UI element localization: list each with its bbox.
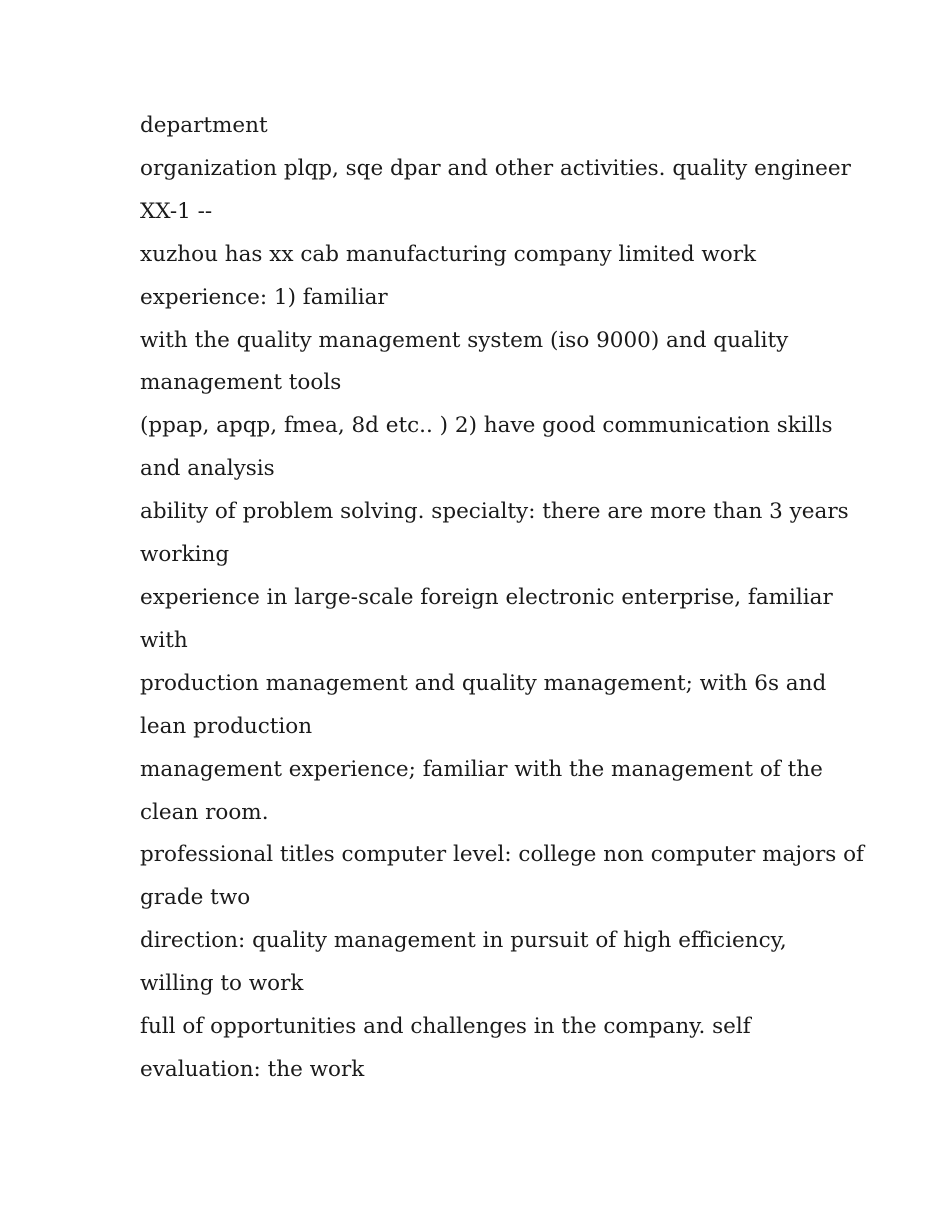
text-line: evaluation: the work (140, 1056, 365, 1082)
text-line: direction: quality management in pursuit of high efficiency, (140, 928, 787, 954)
text-line: organization plqp, sqe dpar and other activities. quality engineer (140, 155, 851, 181)
text-line: experience: 1) familiar (140, 284, 388, 310)
document-body (140, 105, 865, 1092)
text-line: ability of problem solving. specialty: there are more than 3 years (140, 499, 849, 525)
text-line: with (140, 627, 188, 653)
text-line: lean production (140, 713, 313, 739)
text-line: with the quality management system (iso 9000) and quality (140, 327, 789, 353)
text-line: full of opportunities and challenges in the company. self (140, 1014, 751, 1040)
text-line: XX-1 -- (140, 198, 213, 224)
text-line: management experience; familiar with the management of the (140, 756, 823, 782)
text-line: clean room. (140, 799, 269, 825)
text-line: management tools (140, 370, 342, 396)
text-line: (ppap, apqp, fmea, 8d etc.. ) 2) have good communication skills (140, 413, 833, 439)
text-line: xuzhou has xx cab manufacturing company limited work (140, 241, 757, 267)
text-line: grade two (140, 885, 251, 911)
text-line: working (140, 542, 230, 568)
text-line: and analysis (140, 456, 275, 482)
text-line: professional titles computer level: college non computer majors of (140, 842, 865, 868)
text-line: department (140, 113, 268, 138)
text-line: experience in large-scale foreign electronic enterprise, familiar (140, 584, 833, 610)
text-line: willing to work (140, 971, 304, 997)
text-line: production management and quality management; with 6s and (140, 670, 827, 696)
